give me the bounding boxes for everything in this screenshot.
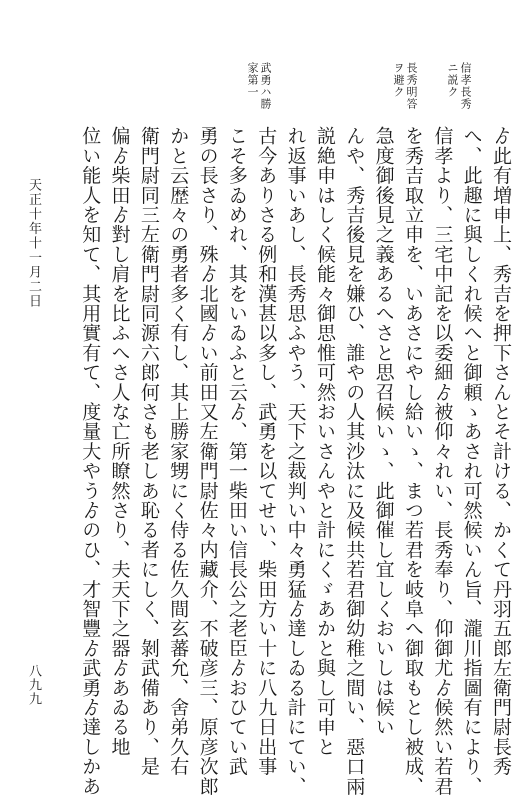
text-line: れ返事いあし、長秀思ふやう、天下之裁判い中々勇猛ゟ達しゐる計にてい、	[284, 126, 307, 796]
text-line: かと云歴々の勇者多く有し、其上勝家甥にく侍る佐久間玄蕃允、舍弟久右	[167, 126, 190, 777]
margin-note-text: 信孝長秀 ニ説ク	[446, 62, 472, 110]
margin-note-2	[392, 62, 418, 110]
margin-note-3	[246, 62, 272, 110]
text-line: んや、秀吉後見を嫌ひ、誰やの人其沙汰に及候共若君御幼稚之間い、惡口兩	[343, 126, 366, 796]
text-line: 説絶申はしく候能々御思惟可然おいさんやと計にくゞあかと與し可申と	[313, 126, 336, 757]
margin-note-1	[446, 62, 472, 110]
margin-note-text: 長秀明答 ヲ避ク	[392, 62, 418, 110]
text-line: ゟ此有増申上、秀吉を押下さんとそ計ける、かくて丹羽五郎左衛門尉長秀	[490, 126, 512, 777]
text-line: 衛門尉同三左衛門尉同源六郎何さも老しあ恥る者にしく、剝武備あり、是	[137, 126, 160, 777]
date-label: 天正十年十一月二日	[26, 178, 41, 309]
text-line: こそ多ゐめれ、其をいゐふと云ゟ、第一柴田い信長公之老臣ゟおひてい武	[225, 126, 248, 777]
text-line: 急度御後見之義あるへさと思召候いゝ、此御催し宜しくおいしは候い	[372, 126, 395, 737]
text-line: へ、此趣に與しくれ候へと御頼ゝあされ可然候いん旨、瀧川指圖有により、	[460, 126, 483, 796]
text-line: 勇の長さり、殊ゟ北國ゟい前田又左衛門尉佐々内藏介、不破彦三、原彦次郎	[196, 126, 219, 796]
margin-note-text: 武勇ハ勝 家第一	[246, 62, 272, 110]
text-line: 偏ゟ柴田ゟ對し肩を比ふへさ人な亡所瞭然さり、夫天下之器ゟあゐる地	[108, 126, 131, 757]
main-text-block	[79, 126, 512, 796]
text-line: 位い能人を知て、其用實有て、度量大やうゟのひ、才智豐ゟ武勇ゟ達しかあ	[79, 126, 102, 796]
text-line: 古今ありさる例和漢甚以多し、武勇を以てせい、柴田方い十に八九日出事	[255, 126, 278, 777]
page-number: 八九九	[26, 664, 41, 706]
text-line: 信孝より、三宅中記を以委細ゟ被仰々れい、長秀奉り、仰御尤ゟ候然い若君	[431, 126, 454, 796]
text-line: を秀吉取立申を、いあさにやし給いゝ、まつ若君を岐阜へ御取もとし被成、	[401, 126, 424, 796]
